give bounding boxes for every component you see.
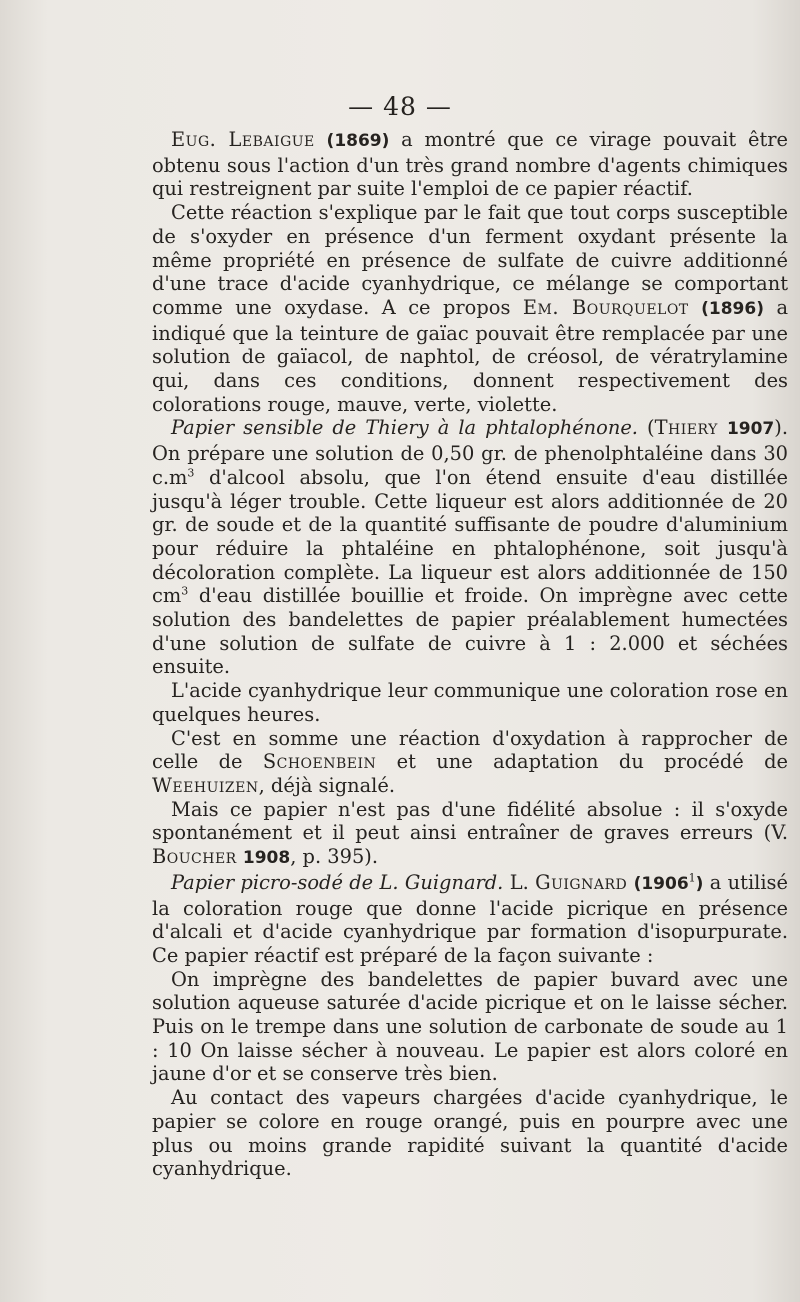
author-boucher: Boucher bbox=[152, 845, 237, 869]
paragraph-5-text-a: C'est en somme une réaction d'oxydation à rapprocher de celle de bbox=[152, 726, 788, 774]
paragraph-1-text: a montré que ce virage pouvait être obtenu sous l'action d'un très grand nombre d'agents chimiques qui restreignent par suite l'emploi de ce papier réactif. bbox=[152, 128, 788, 201]
paragraph-7-text-b: a utilisé la coloration rouge que donne l'acide picrique en présence d'alcali et d'acide cyanhydrique par formation d'isopurpurate. Ce papier réactif est préparé de la façon suivante : bbox=[152, 870, 788, 967]
paragraph-7 bbox=[152, 871, 788, 968]
body-text bbox=[152, 128, 788, 1181]
footnote-marker: 1 bbox=[688, 871, 696, 885]
paragraph-1 bbox=[152, 128, 788, 201]
year-1869: (1869) bbox=[326, 131, 390, 151]
paragraph-6-text-b: , p. 395). bbox=[290, 845, 379, 869]
year-1906: (1906 bbox=[633, 873, 689, 894]
author-thiery: Thiery bbox=[654, 416, 718, 440]
year-1908: 1908 bbox=[242, 848, 291, 869]
superscript-3b: 3 bbox=[181, 584, 189, 598]
author-weehuizen: Weehuizen bbox=[152, 773, 259, 797]
superscript-3a: 3 bbox=[187, 466, 195, 480]
paragraph-2-text-b: a indiqué que la teinture de gaïac pouvait être remplacée par une solution de gaïacol, de naphtol, de créosol, de vératrylamine qui, dans ces conditions, donnent respectivement des colorations rouge, mauve, verte, violette. bbox=[152, 295, 789, 416]
paragraph-3 bbox=[152, 416, 788, 679]
paren-open: ( bbox=[637, 416, 655, 440]
page-number: — 48 — bbox=[348, 92, 452, 121]
paragraph-9: Au contact des vapeurs chargées d'acide cyanhydrique, le papier se colore en rouge orangé, puis en pourpre avec une plus ou moins grande rapidité suivant la quantité d'acide cyanhydrique. bbox=[152, 1086, 788, 1181]
paragraph-5 bbox=[152, 727, 788, 798]
paragraph-6-text-a: Mais ce papier n'est pas d'une fidélité absolue : il s'oxyde spontanément et il peut ainsi entraîner de graves erreurs (V. bbox=[152, 797, 788, 845]
paragraph-2 bbox=[152, 201, 788, 416]
paragraph-7-text-a: L. bbox=[503, 870, 536, 894]
paragraph-5-text-c: , déjà signalé. bbox=[258, 773, 396, 797]
paragraph-8: On imprègne des bandelettes de papier buvard avec une solution aqueuse saturée d'acide picrique et on le laisse sécher. Puis on le trempe dans une solution de carbonate de soude au 1 : 10 On laisse sécher à nouveau. Le papier est alors coloré en jaune d'or et se conserve très bien. bbox=[152, 967, 788, 1086]
section-title-thiery: Papier sensible de Thiery à la phtalophénone. bbox=[171, 416, 638, 440]
author-bourquelot: Em. Bourquelot bbox=[522, 295, 689, 319]
paragraph-3-text-b: d'alcool absolu, que l'on étend ensuite d'eau distillée jusqu'à léger trouble. Cette liqueur est alors additionnée de 20 gr. de soude et de la quantité suffisante de poudre d'aluminium pour réduire la phtaléine en phtalophénone, soit jusqu'à décoloration complète. La liqueur est alors additionnée de 150 cm bbox=[152, 465, 788, 608]
paragraph-3-text-a: ). On prépare une solution de 0,50 gr. de phenolphtaléine dans 30 c.m bbox=[152, 416, 788, 489]
paragraph-6 bbox=[152, 798, 788, 871]
author-schoenbein: Schoenbein bbox=[262, 750, 377, 774]
year-1896: (1896) bbox=[701, 298, 764, 319]
paragraph-4: L'acide cyanhydrique leur communique une coloration rose en quelques heures. bbox=[152, 679, 788, 726]
section-title-guignard: Papier picro-sodé de L. Guignard. bbox=[171, 870, 504, 894]
author-guignard: Guignard bbox=[535, 870, 628, 894]
year-close: ) bbox=[695, 873, 704, 894]
year-1907: 1907 bbox=[726, 419, 775, 440]
paragraph-3-text-c: d'eau distillée bouillie et froide. On imprègne avec cette solution des bandelettes de papier préalablement humectées d'une solution de sulfate de cuivre à 1 : 2.000 et séchées ensuite. bbox=[152, 584, 788, 679]
paragraph-2-text-a: Cette réaction s'explique par le fait que tout corps susceptible de s'oxyder en présence d'un ferment oxydant présente la même propriété en présence de sulfate de cuivre additionné d'une trace d'acide cyanhydrique, ce mélange se comportant comme une oxydase. A ce propos bbox=[152, 201, 788, 319]
paragraph-5-text-b: et une adaptation du procédé de bbox=[376, 750, 788, 774]
author-lebaigue: Eug. Lebaigue bbox=[171, 128, 315, 151]
